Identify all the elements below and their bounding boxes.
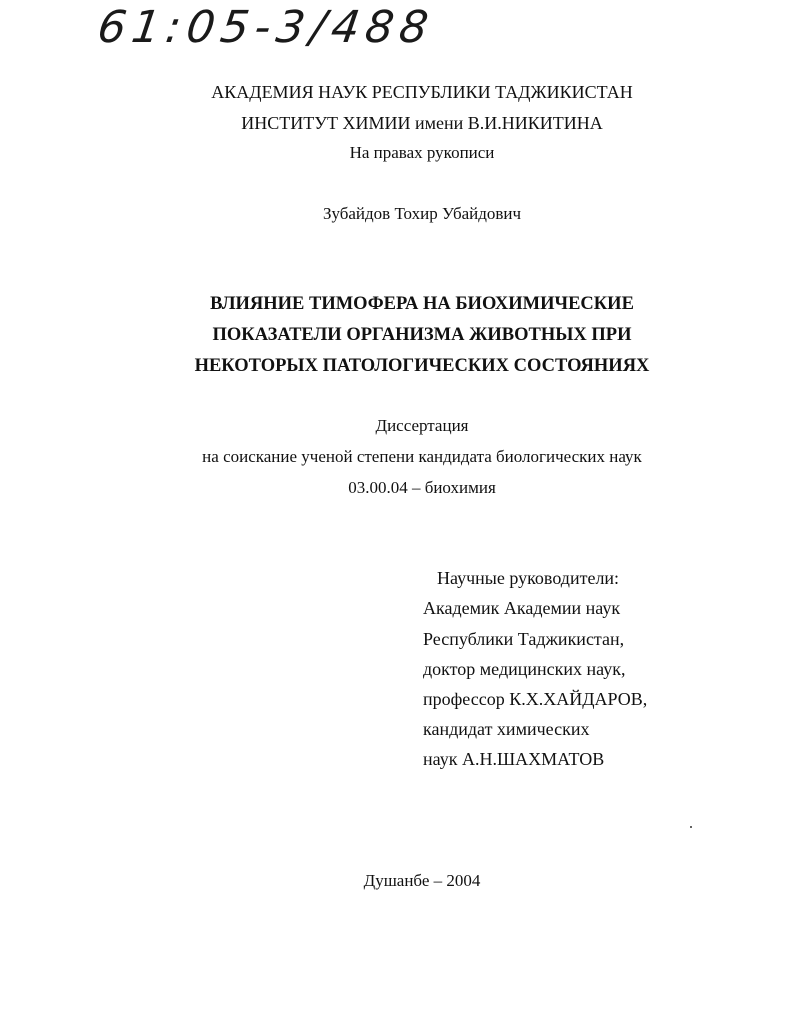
handwritten-archive-code: 61:05-3/488 — [94, 2, 438, 53]
supervisor-line: профессор К.Х.ХАЙДАРОВ, — [423, 689, 648, 709]
academy-name: АКАДЕМИЯ НАУК РЕСПУБЛИКИ ТАДЖИКИСТАН — [211, 82, 633, 102]
supervisor-line: наук А.Н.ШАХМАТОВ — [423, 749, 605, 769]
supervisor-line: Республики Таджикистан, — [423, 629, 625, 649]
supervisor-line: Академик Академии наук — [423, 598, 621, 618]
dissertation-title-line-2: ПОКАЗАТЕЛИ ОРГАНИЗМА ЖИВОТНЫХ ПРИ — [212, 325, 632, 345]
author-name: Зубайдов Тохир Убайдович — [322, 204, 522, 223]
place-year: Душанбе – 2004 — [363, 871, 481, 890]
institute-name: ИНСТИТУТ ХИМИИ имени В.И.НИКИТИНА — [241, 113, 603, 133]
degree-specialty: 03.00.04 – биохимия — [348, 478, 496, 497]
degree-purpose: на соискание ученой степени кандидата биологических наук — [202, 447, 642, 466]
supervisor-line: доктор медицинских наук, — [423, 659, 626, 679]
supervisors-heading: Научные руководители: — [437, 568, 620, 588]
stray-mark — [690, 826, 692, 828]
degree-type: Диссертация — [375, 416, 469, 435]
dissertation-title-line-3: НЕКОТОРЫХ ПАТОЛОГИЧЕСКИХ СОСТОЯНИЯХ — [194, 356, 650, 376]
manuscript-note: На правах рукописи — [349, 143, 495, 162]
dissertation-title-line-1: ВЛИЯНИЕ ТИМОФЕРА НА БИОХИМИЧЕСКИЕ — [210, 294, 634, 314]
supervisor-line: кандидат химических — [423, 719, 590, 739]
